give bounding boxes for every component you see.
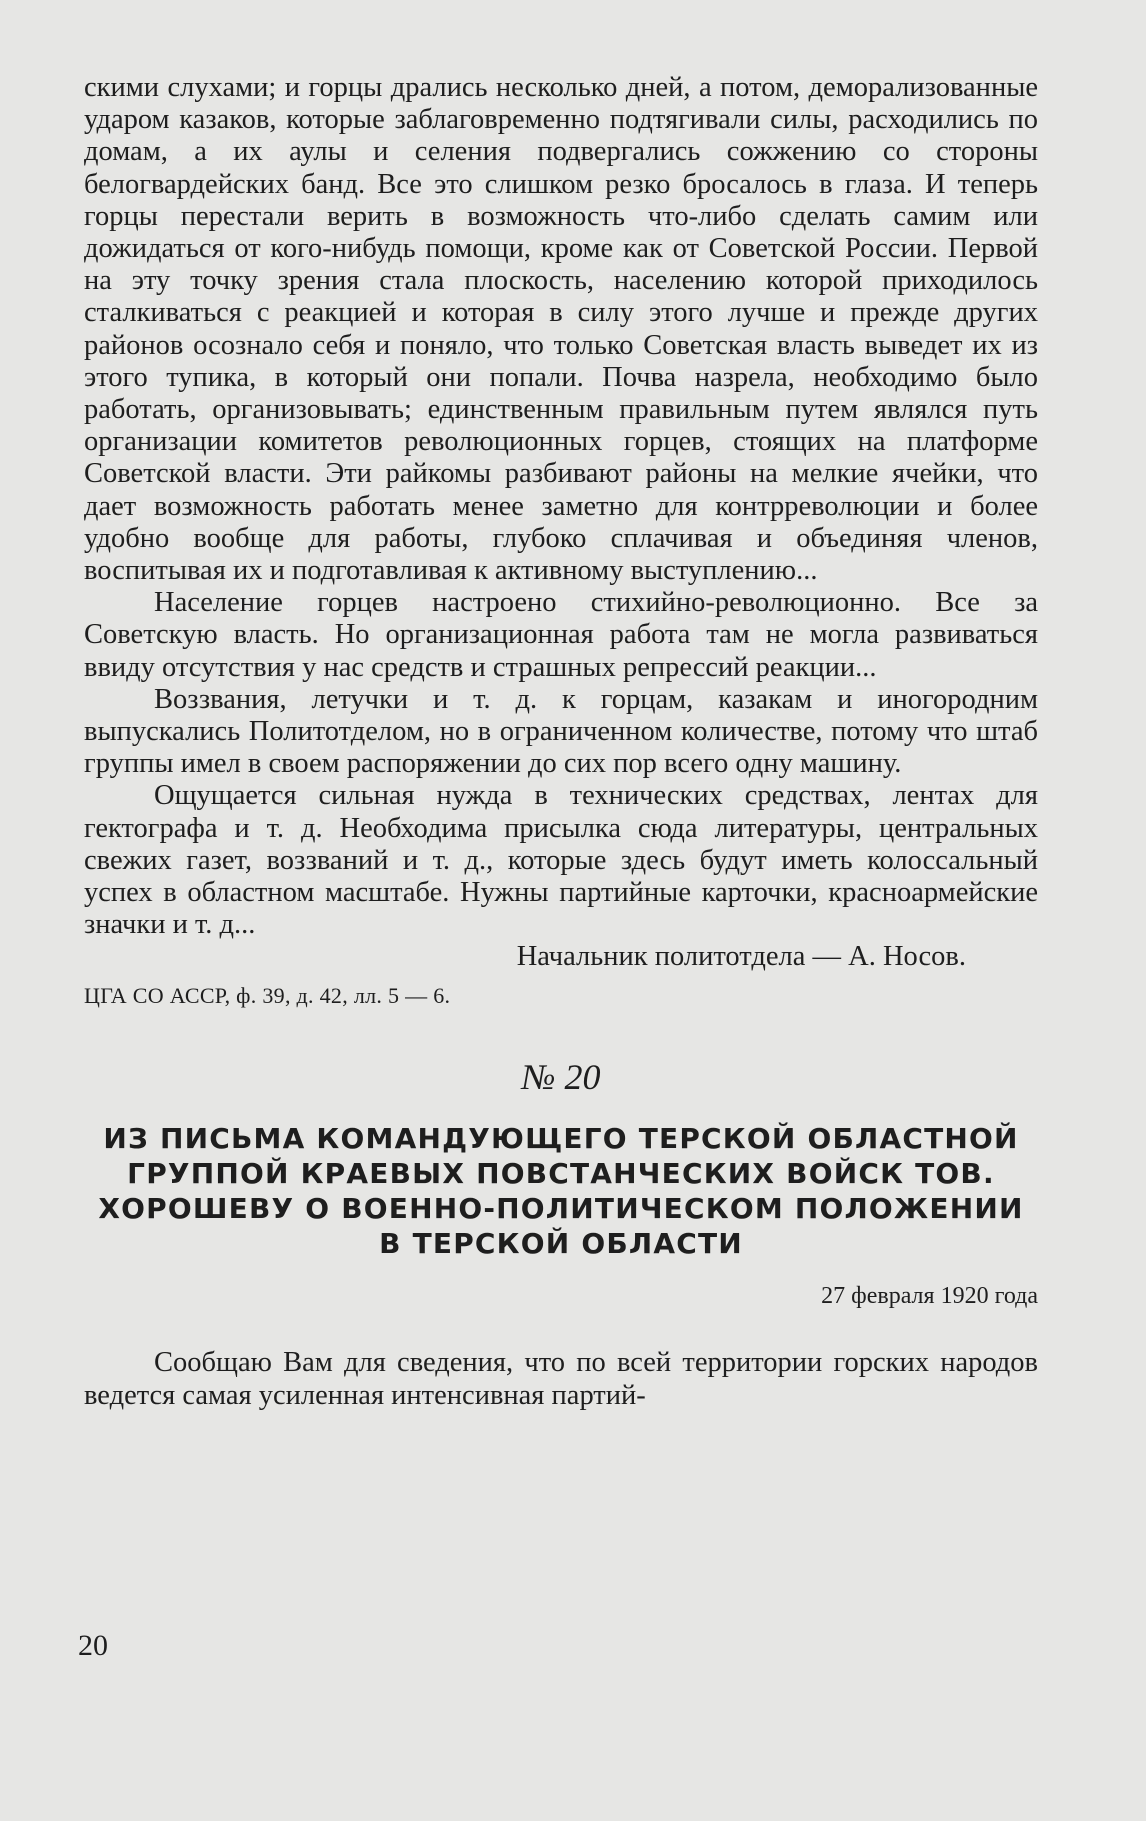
paragraph-2: Население горцев настроено стихийно-революционно. Все за Советскую власть. Но организационная работа там не могла развиваться ввиду отсутствия у нас средств и страшных репрессий реакции... (84, 587, 1038, 683)
body-text (84, 72, 1038, 941)
paragraph-1: скими слухами; и горцы дрались несколько дней, а потом, деморализованные ударом казаков, которые заблаговременно подтягивали силы, расходились по домам, а их аулы и селения подвергались сожжению со стороны белогвардейских банд. Все это слишком резко бросалось в глаза. И теперь горцы перестали верить в возможность что-либо сделать самим или дожидаться от кого-нибудь помощи, кроме как от Советской России. Первой на эту точку зрения стала плоскость, населению которой приходилось сталкиваться с реакцией и которая в силу этого лучше и прежде других районов осознало себя и поняло, что только Советская власть выведет их из этого тупика, в который они попали. Почва назрела, необходимо было работать, организовывать; единственным правильным путем являлся путь организации комитетов революционных горцев, стоящих на платформе Советской власти. Эти райкомы разбивают районы на мелкие ячейки, что дает возможность работать менее заметно для контрреволюции и более удобно вообще для работы, глубоко сплачивая и объединяя членов, воспитывая их и подготавливая к активному выступлению... (84, 72, 1038, 587)
paragraph-3: Воззвания, летучки и т. д. к горцам, казакам и иногородним выпускались Политотделом, но в ограниченном количестве, потому что штаб группы имел в своем распоряжении до сих пор всего одну машину. (84, 683, 1038, 780)
page-number: 20 (78, 1629, 108, 1662)
document-number: № 20 (521, 1057, 601, 1098)
document-title: ИЗ ПИСЬМА КОМАНДУЮЩЕГО ТЕРСКОЙ ОБЛАСТНОЙ ГРУППОЙ КРАЕВЫХ ПОВСТАНЧЕСКИХ ВОЙСК ТОВ. ХОРОШЕВУ О ВОЕННО-ПОЛИТИЧЕСКОМ ПОЛОЖЕНИИ В ТЕРСКОЙ ОБЛАСТИ (98, 1122, 1024, 1261)
document-intro: Сообщаю Вам для сведения, что по всей территории горских народов ведется самая усиленная интенсивная партий- (84, 1347, 1038, 1411)
document-date: 27 февраля 1920 года (821, 1283, 1038, 1310)
signature: Начальник политотдела — А. Носов. (516, 941, 966, 973)
archive-source: ЦГА СО АССР, ф. 39, д. 42, лл. 5 — 6. (84, 983, 451, 1009)
paragraph-4: Ощущается сильная нужда в технических средствах, лентах для гектографа и т. д. Необходима присылка сюда литературы, центральных свежих газет, воззваний и т. д., которые здесь будут иметь колоссальный успех в областном масштабе. Нужны партийные карточки, красноармейские значки и т. д... (84, 780, 1038, 941)
